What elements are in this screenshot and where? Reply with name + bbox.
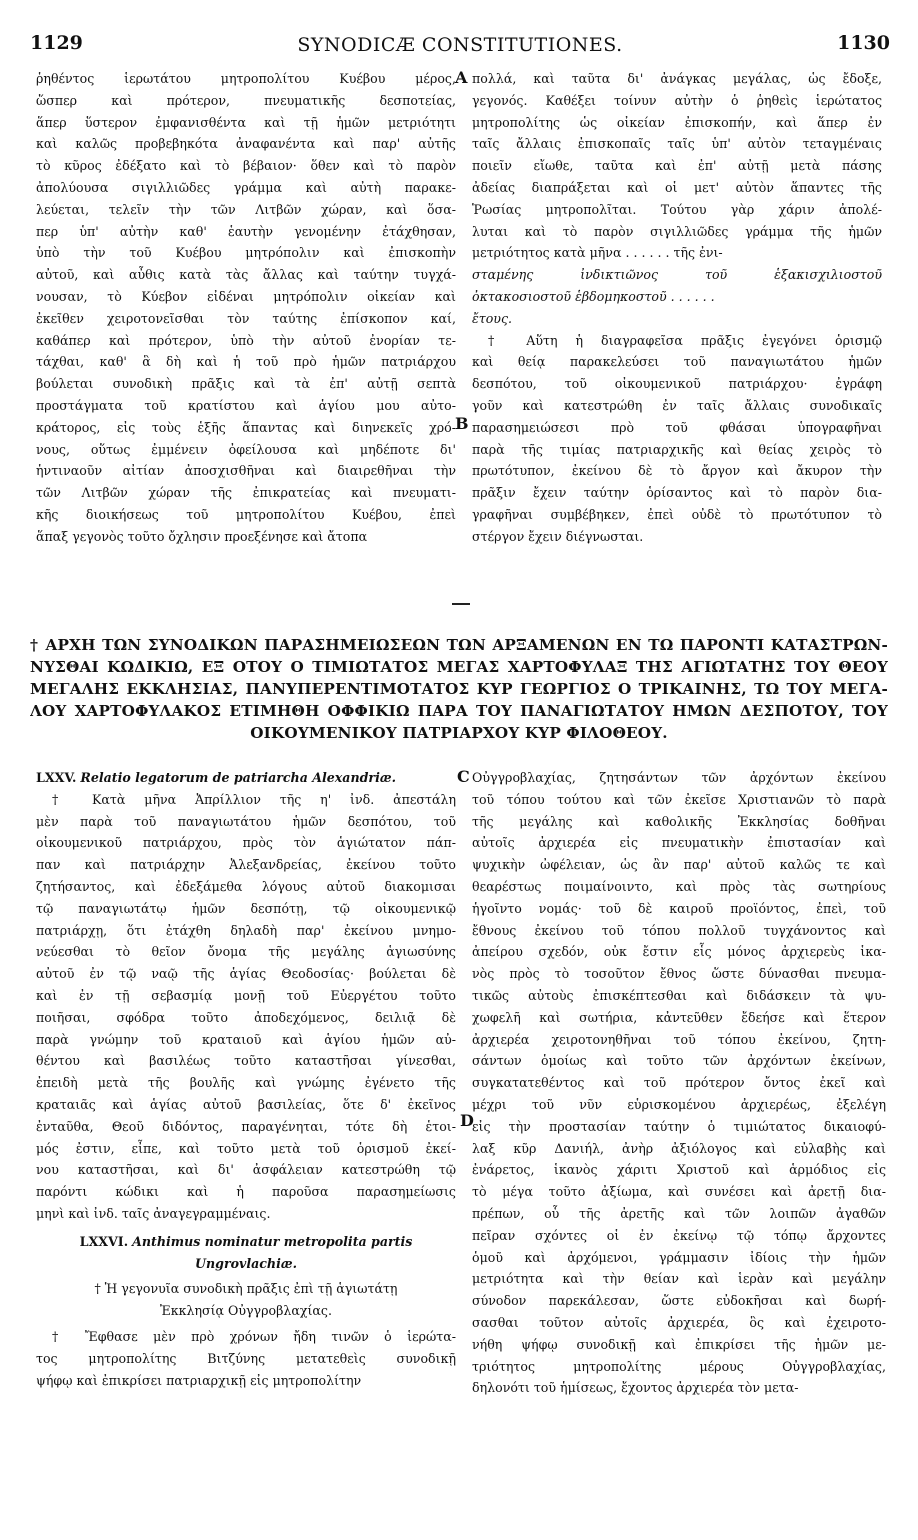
text-line: ποιῆσαι, σφόδρα τοῦτο ἀποδεχόμενος, δειλιᾷ δὲ [36, 1009, 456, 1025]
right-page-number: 1130 [837, 32, 890, 54]
header-line: ΟΙΚΟΥΜΕΝΙΚΟΥ ΠΑΤΡΙΑΡΧΟΥ ΚΥΡ ΦΙΛΟΘΕΟΥ. [250, 724, 668, 742]
text-line: νεύεσθαι τὸ θεῖον ὄνομα τῆς μεγάλης ἁγιωσύνης [36, 944, 456, 960]
section-76-body [36, 1326, 456, 1391]
header-line: † ΑΡΧΗ ΤΩΝ ΣΥΝΟΔΙΚΩΝ ΠΑΡΑΣΗΜΕΙΩΣΕΩΝ ΤΩΝ ΑΡΞΑΜΕΝΩΝ ΕΝ ΤΩ ΠΑΡΟΝΤΙ ΚΑΤΑΣΤΡΩΝ- [30, 636, 888, 654]
text-line: τριότητος μητροπολίτης μέρους Οὐγγροβλαχίας, [472, 1358, 886, 1374]
text-line: πολλά, καὶ ταῦτα δι' ἀνάγκας μεγάλας, ὡς ἔδοξε, [472, 71, 882, 86]
text-line: ῥηθέντος ἱερωτάτου μητροπολίτου Κυέβου μέρος, [36, 71, 456, 86]
text-line: ψήφῳ καὶ ἐπικρίσει πατριαρχικῇ εἰς μητροπολίτην [36, 1372, 362, 1388]
text-line: τὸ κῦρος ἐδέξατο καὶ τὸ βέβαιον· ὅθεν καὶ τὸ παρὸν [36, 158, 456, 174]
text-line: † Κατὰ μῆνα Ἀπρίλλιον τῆς η' ἰνδ. ἀπεστάλη [52, 791, 456, 807]
text-line: σύνοδον παρεκάλεσαν, ὥστε εὐδοκῆσαι καὶ δωρή- [472, 1293, 886, 1309]
text-line: παρὰ γνώμην τοῦ κραταιοῦ καὶ ἁγίου ἡμῶν αὐ- [36, 1031, 456, 1047]
margin-marker-a: A [455, 68, 468, 87]
text-line: ἐνάρετος, ἱκανὸς χάριτι Χριστοῦ καὶ ἁρμόδιος εἰς [472, 1162, 886, 1178]
text-line: στέργον ἔχειν διέγνωσται. [472, 528, 644, 544]
section-75-number: LXXV. [36, 770, 77, 785]
text-line: παρὰ τῆς τιμίας πατριαρχικῆς καὶ θείας χειρὸς τὸ [472, 441, 882, 457]
text-line: τοῦ τόπου τούτου καὶ τῶν ἐκεῖσε Χριστιανῶν τὸ παρὰ [472, 791, 886, 807]
text-line: καθάπερ καὶ πρότερον, ὑπὸ τὴν αὐτοῦ ἐνορίαν τε- [36, 332, 456, 348]
text-line: εἰς τὴν προστασίαν ταύτην ὁ τιμιώτατος δικαιοφύ- [472, 1118, 886, 1134]
text-line: λαξ κῦρ Δανιήλ, ἀνὴρ ἀξιόλογος καὶ εὐλαβὴς καὶ [472, 1140, 886, 1156]
text-line: ἐκεῖθεν χειροτονεῖσθαι τὸν ταύτης ἐπίσκοπον καί, [36, 310, 456, 326]
text-line: γοῦν καὶ κατεστρώθη ἐν ταῖς ἄλλαις συνοδικαῖς [472, 397, 882, 413]
text-line: παρασημειώσεσι πρὸ τοῦ φθάσαι ὑπογραφῆναι [472, 419, 882, 435]
text-line: τῶν Λιτβῶν χώραν τῆς ἐπικρατείας καὶ πνευματι- [36, 485, 456, 501]
text-line: καὶ θείᾳ παρακελεύσει τοῦ παναγιωτάτου ἡμῶν [472, 354, 882, 370]
text-line: πατριάρχῃ, ὅτι ἐτάχθη δηλαδὴ παρ' ἐκείνου μνημο- [36, 922, 456, 938]
text-line: ψυχικὴν ὠφέλειαν, ὡς ἂν παρ' αὐτοῦ καλῶς τε καὶ [472, 857, 886, 873]
text-line: ἀπείρου σχεδόν, οὐκ ἔστιν εἷς μόνος ἀρχιερεὺς ἱκα- [472, 944, 886, 960]
text-line: τῆς μεγάλης καὶ καθολικῆς Ἐκκλησίας δοθῆναι [472, 813, 886, 829]
text-line: ὑπὸ τὴν τοῦ Κυέβου μητρόπολιν καὶ ἐπισκοπὴν [36, 245, 456, 261]
text-line: μητροπολίτης ὡς οἰκείαν ἐπισκοπήν, καὶ ἅπερ ἐν [472, 114, 882, 130]
text-line: αὐτοῦ, καὶ αὖθις κατὰ τὰς ἄλλας καὶ ταύτην τυγχά- [36, 267, 456, 283]
text-line: πρᾶξιν ἔχειν ταύτην ὁρίσαντος καὶ τὸ παρὸν δια- [472, 485, 882, 501]
text-line: θέντου καὶ βασιλέως τοῦτο καταστῆσαι γίνεσθαι, [36, 1053, 456, 1069]
text-line: ἐνταῦθα, Θεοῦ διδόντος, παραγένηται, τότε δὴ ἑτοι- [36, 1118, 456, 1134]
text-line: μετριότητα καὶ τὴν θείαν καὶ ἱερὰν καὶ μεγάλην [472, 1271, 886, 1287]
header-line: ΜΕΓΑΛΗΣ ΕΚΚΛΗΣΙΑΣ, ΠΑΝΥΠΕΡΕΝΤΙΜΟΤΑΤΟΣ ΚΥΡ ΓΕΩΡΓΙΟΣ Ο ΤΡΙΚΑΙΝΗΣ, ΤΩ ΤΟΥ ΜΕΓΑ- [30, 680, 888, 698]
header-line: ΛΟΥ ΧΑΡΤΟΦΥΛΑΚΟΣ ΕΤΙΜΗΘΗ ΟΦΦΙΚΙΩ ΠΑΡΑ ΤΟΥ ΠΑΝΑΓΙΩΤΑΤΟΥ ΗΜΩΝ ΔΕΣΠΟΤΟΥ, ΤΟΥ [30, 702, 888, 720]
section-75-latin-title: Relatio legatorum de patriarcha Alexandriæ. [80, 770, 396, 785]
text-line: ὥσπερ καὶ πρότερον, πνευματικῆς δεσποτείας, [36, 92, 456, 108]
text-line: σταμένης ἰνδικτιῶνος τοῦ ἑξακισχιλιοστοῦ [472, 267, 882, 283]
text-line: ἀδείας διαπράξεται καὶ οἱ μετ' αὐτὸν ἅπαντες τῆς [472, 179, 882, 195]
header-line: ΝΥΣΘΑΙ ΚΩΔΙΚΙΩ, ΕΞ ΟΤΟΥ Ο ΤΙΜΙΩΤΑΤΟΣ ΜΕΓΑΣ ΧΑΡΤΟΦΥΛΑΞ ΤΗΣ ΑΓΙΩΤΑΤΗΣ ΤΟΥ ΘΕΟΥ [30, 658, 888, 676]
section-76-subtitle-1: † Ἡ γεγονυῖα συνοδικὴ πρᾶξις ἐπὶ τῇ ἁγιωτάτῃ [94, 1281, 398, 1297]
text-line: γραφῆναι συμβέβηκεν, ἐπεὶ οὐδὲ τὸ πρωτότυπον τὸ [472, 506, 882, 522]
section-header [30, 634, 888, 744]
text-line: καὶ ἐν τῇ σεβασμίᾳ μονῇ τοῦ Εὐεργέτου τοῦτο [36, 987, 456, 1003]
section-divider [452, 603, 470, 605]
text-line: πρέπων, οὗ τῆς ἀρετῆς καὶ τῶν λοιπῶν ἀγαθῶν [472, 1205, 886, 1221]
text-line: ἅπερ ὕστερον ἐμφανισθέντα καὶ τῇ ἡμῶν μετριότητι [36, 114, 456, 130]
text-line: τικῶς αὐτοὺς ἐπισκέπτεσθαι καὶ διδάσκειν τὰ ψυ- [472, 987, 886, 1003]
text-line: μὲν παρὰ τοῦ παναγιωτάτου ἡμῶν δεσπότου, τοῦ [36, 813, 456, 829]
text-line: μέχρι τοῦ νῦν εὑρισκομένου ἀρχιερέως, ἐξελέγη [472, 1096, 886, 1112]
text-line: ἔτους. [472, 310, 513, 326]
text-line: ζητήσαντος, καὶ ἐδεξάμεθα λόγους αὐτοῦ διακομισαι [36, 878, 456, 894]
text-line: πρωτότυπον, ἐκείνου δὲ τὸ ἄργον καὶ ἄκυρον τὴν [472, 463, 882, 479]
text-line: νήθη ψήφῳ συνοδικῇ καὶ ἐπικρίσει τῆς ἡμῶν με- [472, 1336, 886, 1352]
text-line: προστάγματα τοῦ κρατίστου καὶ ἁγίου μου αὐτο- [36, 397, 456, 413]
text-line: ἔθνους ἐκείνου τοῦ τόπου πολλοῦ τυγχάνοντος καὶ [472, 922, 886, 938]
top-left-column [36, 68, 456, 548]
bottom-right-column [472, 767, 886, 1399]
text-line: λεύεται, τελεῖν τὴν τῶν Λιτβῶν χώραν, καὶ ὅσα- [36, 201, 456, 217]
top-right-column [472, 68, 882, 548]
text-line: ὁμοῦ καὶ ἀρχόμενοι, γράμμασιν ἰδίοις τὴν ἡμῶν [472, 1249, 886, 1265]
text-line: ἐπειδὴ μετὰ τῆς βουλῆς καὶ γνώμης ἐγένετο τῆς [36, 1075, 456, 1091]
text-line: παν καὶ πατριάρχην Ἀλεξανδρείας, ἐκείνου τοῦτο [36, 857, 456, 873]
text-line: περ ὑπ' αὐτὴν καθ' ἑαυτὴν γενομένην ἐτάχθησαν, [36, 223, 456, 239]
text-line: ταῖς ἄλλαις ἐπισκοπαῖς ταῖς ὑπ' αὐτὸν τεταγμέναις [472, 136, 882, 152]
text-line: δεσπότου, τοῦ οἰκουμενικοῦ πατριάρχου· ἐγράφη [472, 376, 882, 392]
text-line: χωφελῆ καὶ σωτήρια, κἀντεῦθεν ἔδεήσε καὶ ἕτερον [472, 1009, 886, 1025]
text-line: ποιεῖν εἴωθε, ταῦτα καὶ ἐπ' αὐτῇ μετὰ πάσης [472, 158, 882, 174]
text-line: κράτορος, εἰς τοὺς ἑξῆς ἅπαντας καὶ διηνεκεῖς χρό- [36, 419, 456, 435]
section-76-latin-title-1: Anthimus nominatur metropolita partis [132, 1233, 413, 1249]
running-title: SYNODICÆ CONSTITUTIONES. [297, 34, 623, 56]
text-line: μετριότητος κατὰ μῆνα . . . . . . τῆς ἐνι- [472, 245, 723, 261]
text-line: ἀπολύουσα σιγιλλιῶδες γράμμα καὶ αὐτὴ παρακε- [36, 179, 456, 195]
text-line: τος μητροπολίτης Βιτζύνης μετατεθεὶς συνοδικῇ [36, 1350, 456, 1366]
margin-marker-c: C [457, 767, 470, 786]
text-line: παρόντι κώδικι καὶ ἡ παροῦσα παρασημείωσις [36, 1184, 456, 1200]
text-line: τῷ παναγιωτάτῳ ἡμῶν δεσπότῃ, τῷ οἰκουμενικῷ [36, 900, 456, 916]
text-line: Οὐγγροβλαχίας, ζητησάντων τῶν ἀρχόντων ἐκείνου [472, 770, 886, 785]
text-line: ἀρχιερέα χειροτονηθῆναι τοῦ τόπου ἐκείνου, ζητη- [472, 1031, 886, 1047]
text-line: νους, οὕτως ἐμμένειν ὀφείλουσα καὶ μηδέποτε δι' [36, 441, 456, 457]
section-75-title [36, 767, 456, 789]
text-line: Ῥωσίας μητροπολῖται. Τούτου γὰρ χάριν ἀπολέ- [472, 201, 882, 217]
text-line: ἡντιναοῦν αἰτίαν ἀποσχισθῆναι καὶ διαιρεθῆναι τὴν [36, 463, 456, 479]
left-page-number: 1129 [30, 32, 83, 54]
text-line: ἡγοῖντο νομάς· τοῦ δὲ καιροῦ προϊόντος, ἐπεὶ, τοῦ [472, 900, 886, 916]
text-line: συγκατατεθέντος καὶ τοῦ πρότερον ὄντος ἐκεῖ καὶ [472, 1075, 886, 1091]
text-line: κῆς διοικήσεως τοῦ μητροπολίτου Κυέβου, ἐπεὶ [36, 506, 456, 522]
text-line: αὐτοῦ ἐν τῷ ναῷ τῆς ἁγίας Θεοδοσίας· βούλεται δὲ [36, 966, 456, 982]
text-line: γεγονός. Καθέξει τοίνυν αὐτὴν ὁ ῥηθεὶς ἱερώτατος [472, 92, 882, 108]
text-line: οἰκουμενικοῦ πατριάρχου, πρὸς τὸν ἁγιώτατον πάπ- [36, 835, 456, 851]
text-line: δηλονότι τοῦ ἡμίσεως, ἔχοντος ἀρχιερέα τὸν μετα- [472, 1380, 799, 1396]
text-line: ὀκτακοσιοστοῦ ἑβδομηκοστοῦ . . . . . . [472, 288, 715, 304]
text-line: αὐτοῖς ἀρχιερέα εἰς πνευματικὴν ἐπιστασίαν καὶ [472, 835, 886, 851]
running-head [30, 32, 890, 56]
margin-marker-d: D [460, 1111, 474, 1130]
section-75-body [36, 789, 456, 1225]
text-line: μός ἐστιν, εἶπε, καὶ τοῦτο μετὰ τοῦ ὁρισμοῦ ἐκεί- [36, 1140, 456, 1156]
text-line: σασθαι τοῦτον αὐτοῖς ἀρχιερέα, ὃς καὶ ἐχειροτο- [472, 1314, 886, 1330]
text-line: καὶ καλῶς προβεβηκότα ἀναφανέντα καὶ παρ' αὐτῆς [36, 136, 456, 152]
text-line: ἅπαξ γεγονὸς τοῦτο ὄχλησιν προεξένησε καὶ ἄτοπα [36, 528, 368, 544]
text-line: σάντων ὁμοίως καὶ τοῦτο τῶν ἀρχόντων ἐκείνων, [472, 1053, 886, 1069]
text-line: βούλεται συνοδικὴ πρᾶξις καὶ τὰ ἐπ' αὐτῇ σεπτὰ [36, 376, 456, 392]
bottom-left-column [36, 767, 456, 1391]
text-line: θεαρέστως ποιμαίνοιντο, καὶ πρὸς τὰς σωτηρίους [472, 878, 886, 894]
text-line: νου καταστῆσαι, καὶ δι' ἀσφάλειαν κατεστρώθη τῷ [36, 1162, 456, 1178]
text-line: τὸ μέγα τοῦτο ἀξίωμα, καὶ συνέσει καὶ ἀρετῇ δια- [472, 1184, 886, 1200]
text-line: νὸς πρὸς τὸ τοσοῦτον ἔθνος ὥστε δύνασθαι πνευμα- [472, 966, 886, 982]
section-76-number: LXXVI. [79, 1233, 129, 1249]
text-line: πεῖραν σχόντες οἱ ἐν ἐκείνῳ τῷ τόπῳ ἄρχοντες [472, 1227, 886, 1243]
text-line: κραταιᾶς καὶ ἁγίας αὐτοῦ βασιλείας, ὅτε δ' ἐκεῖνος [36, 1096, 456, 1112]
section-76-title [36, 1231, 456, 1253]
text-line: † Ἔφθασε μὲν πρὸ χρόνων ἤδη τινῶν ὁ ἱερώτα- [52, 1328, 456, 1344]
text-line: λυται καὶ τὸ παρὸν σιγιλλιῶδες γράμμα τῆς ἡμῶν [472, 223, 882, 239]
section-76-subtitle-2: Ἐκκλησίᾳ Οὐγγροβλαχίας. [160, 1303, 332, 1319]
text-line: τάχθαι, καθ' ἃ δὴ καὶ ἡ τοῦ πρὸ ἡμῶν πατριάρχου [36, 354, 456, 370]
margin-marker-b: B [455, 414, 469, 433]
section-76-latin-title-2: Ungrovlachiæ. [195, 1255, 297, 1271]
text-line: † Αὕτη ἡ διαγραφεῖσα πρᾶξις ἐγεγόνει ὁρισμῷ [488, 332, 882, 348]
text-line: μηνὶ καὶ ἰνδ. ταῖς ἀναγεγραμμέναις. [36, 1205, 271, 1221]
text-line: νουσαν, τὸ Κύεβον εἰδέναι μητρόπολιν οἰκείαν καὶ [36, 288, 456, 304]
